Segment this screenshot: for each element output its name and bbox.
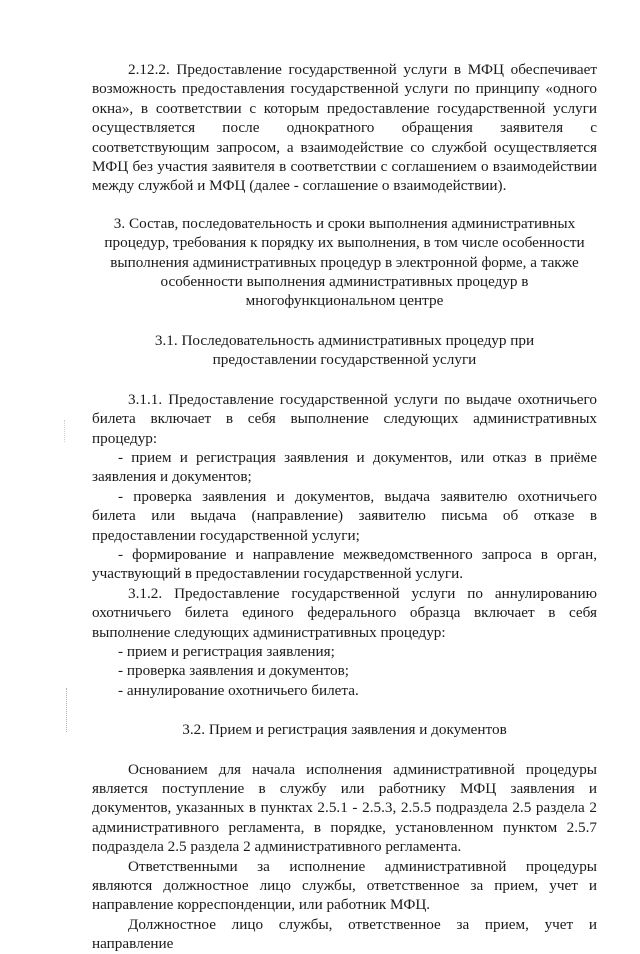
paragraph-official: Должностное лицо службы, ответственное за прием, учет и направление	[92, 915, 597, 953]
section-3-heading: 3. Состав, последовательность и сроки выполнения административных процедур, требования к порядку их выполнения, в том числе особенности выполнения административных процедур в электронной форме, а также особенности выполнения административных процедур в многофункциональном центре	[104, 214, 585, 310]
list-item: - аннулирование охотничьего билета.	[118, 681, 359, 699]
paragraph-3-1-1: 3.1.1. Предоставление государственной услуги по выдаче охотничьего билета включает в себя выполнение следующих административных процедур:	[92, 390, 597, 447]
scan-margin-mark	[64, 420, 66, 442]
list-item: - прием и регистрация заявления;	[118, 642, 335, 660]
list-item: - проверка заявления и документов, выдача заявителю охотничьего билета или выдача (направление) заявителю письма об отказе в предоставлении государственной услуги;	[92, 487, 597, 544]
list-item: - прием и регистрация заявления и документов, или отказ в приёме заявления и документов;	[92, 448, 597, 486]
document-body	[92, 60, 597, 954]
list-item: - формирование и направление межведомственного запроса в орган, участвующий в предоставлении государственной услуги.	[92, 545, 597, 583]
scan-margin-mark	[66, 688, 68, 732]
paragraph-3-1-2: 3.1.2. Предоставление государственной услуги по аннулированию охотничьего билета единого федерального образца включает в себя выполнение следующих административных процедур:	[92, 584, 597, 641]
section-3-1-heading: 3.1. Последовательность административных процедур при предоставлении государственной услуги	[154, 331, 535, 369]
section-3-2-heading: 3.2. Прием и регистрация заявления и документов	[182, 721, 507, 739]
paragraph-basis: Основанием для начала исполнения административной процедуры является поступление в службу или работнику МФЦ заявления и документов, указанных в пунктах 2.5.1 - 2.5.3, 2.5.5 подраздела 2.5 раздела 2 административного регламента, в порядке, установленном пунктом 2.5.7 подраздела 2.5 раздела 2 административного регламента.	[92, 760, 597, 856]
paragraph-responsible: Ответственными за исполнение административной процедуры являются должностное лицо службы, ответственное за прием, учет и направление корреспонденции, или работник МФЦ.	[92, 857, 597, 914]
paragraph-2-12-2: 2.12.2. Предоставление государственной услуги в МФЦ обеспечивает возможность предоставления государственной услуги по принципу «одного окна», в соответствии с которым предоставление государственной услуги осуществляется после однократного обращения заявителя с соответствующим запросом, а взаимодействие со службой осуществляется МФЦ без участия заявителя в соответствии с соглашением о взаимодействии между службой и МФЦ (далее - соглашение о взаимодействии).	[92, 61, 597, 195]
list-item: - проверка заявления и документов;	[118, 662, 350, 680]
